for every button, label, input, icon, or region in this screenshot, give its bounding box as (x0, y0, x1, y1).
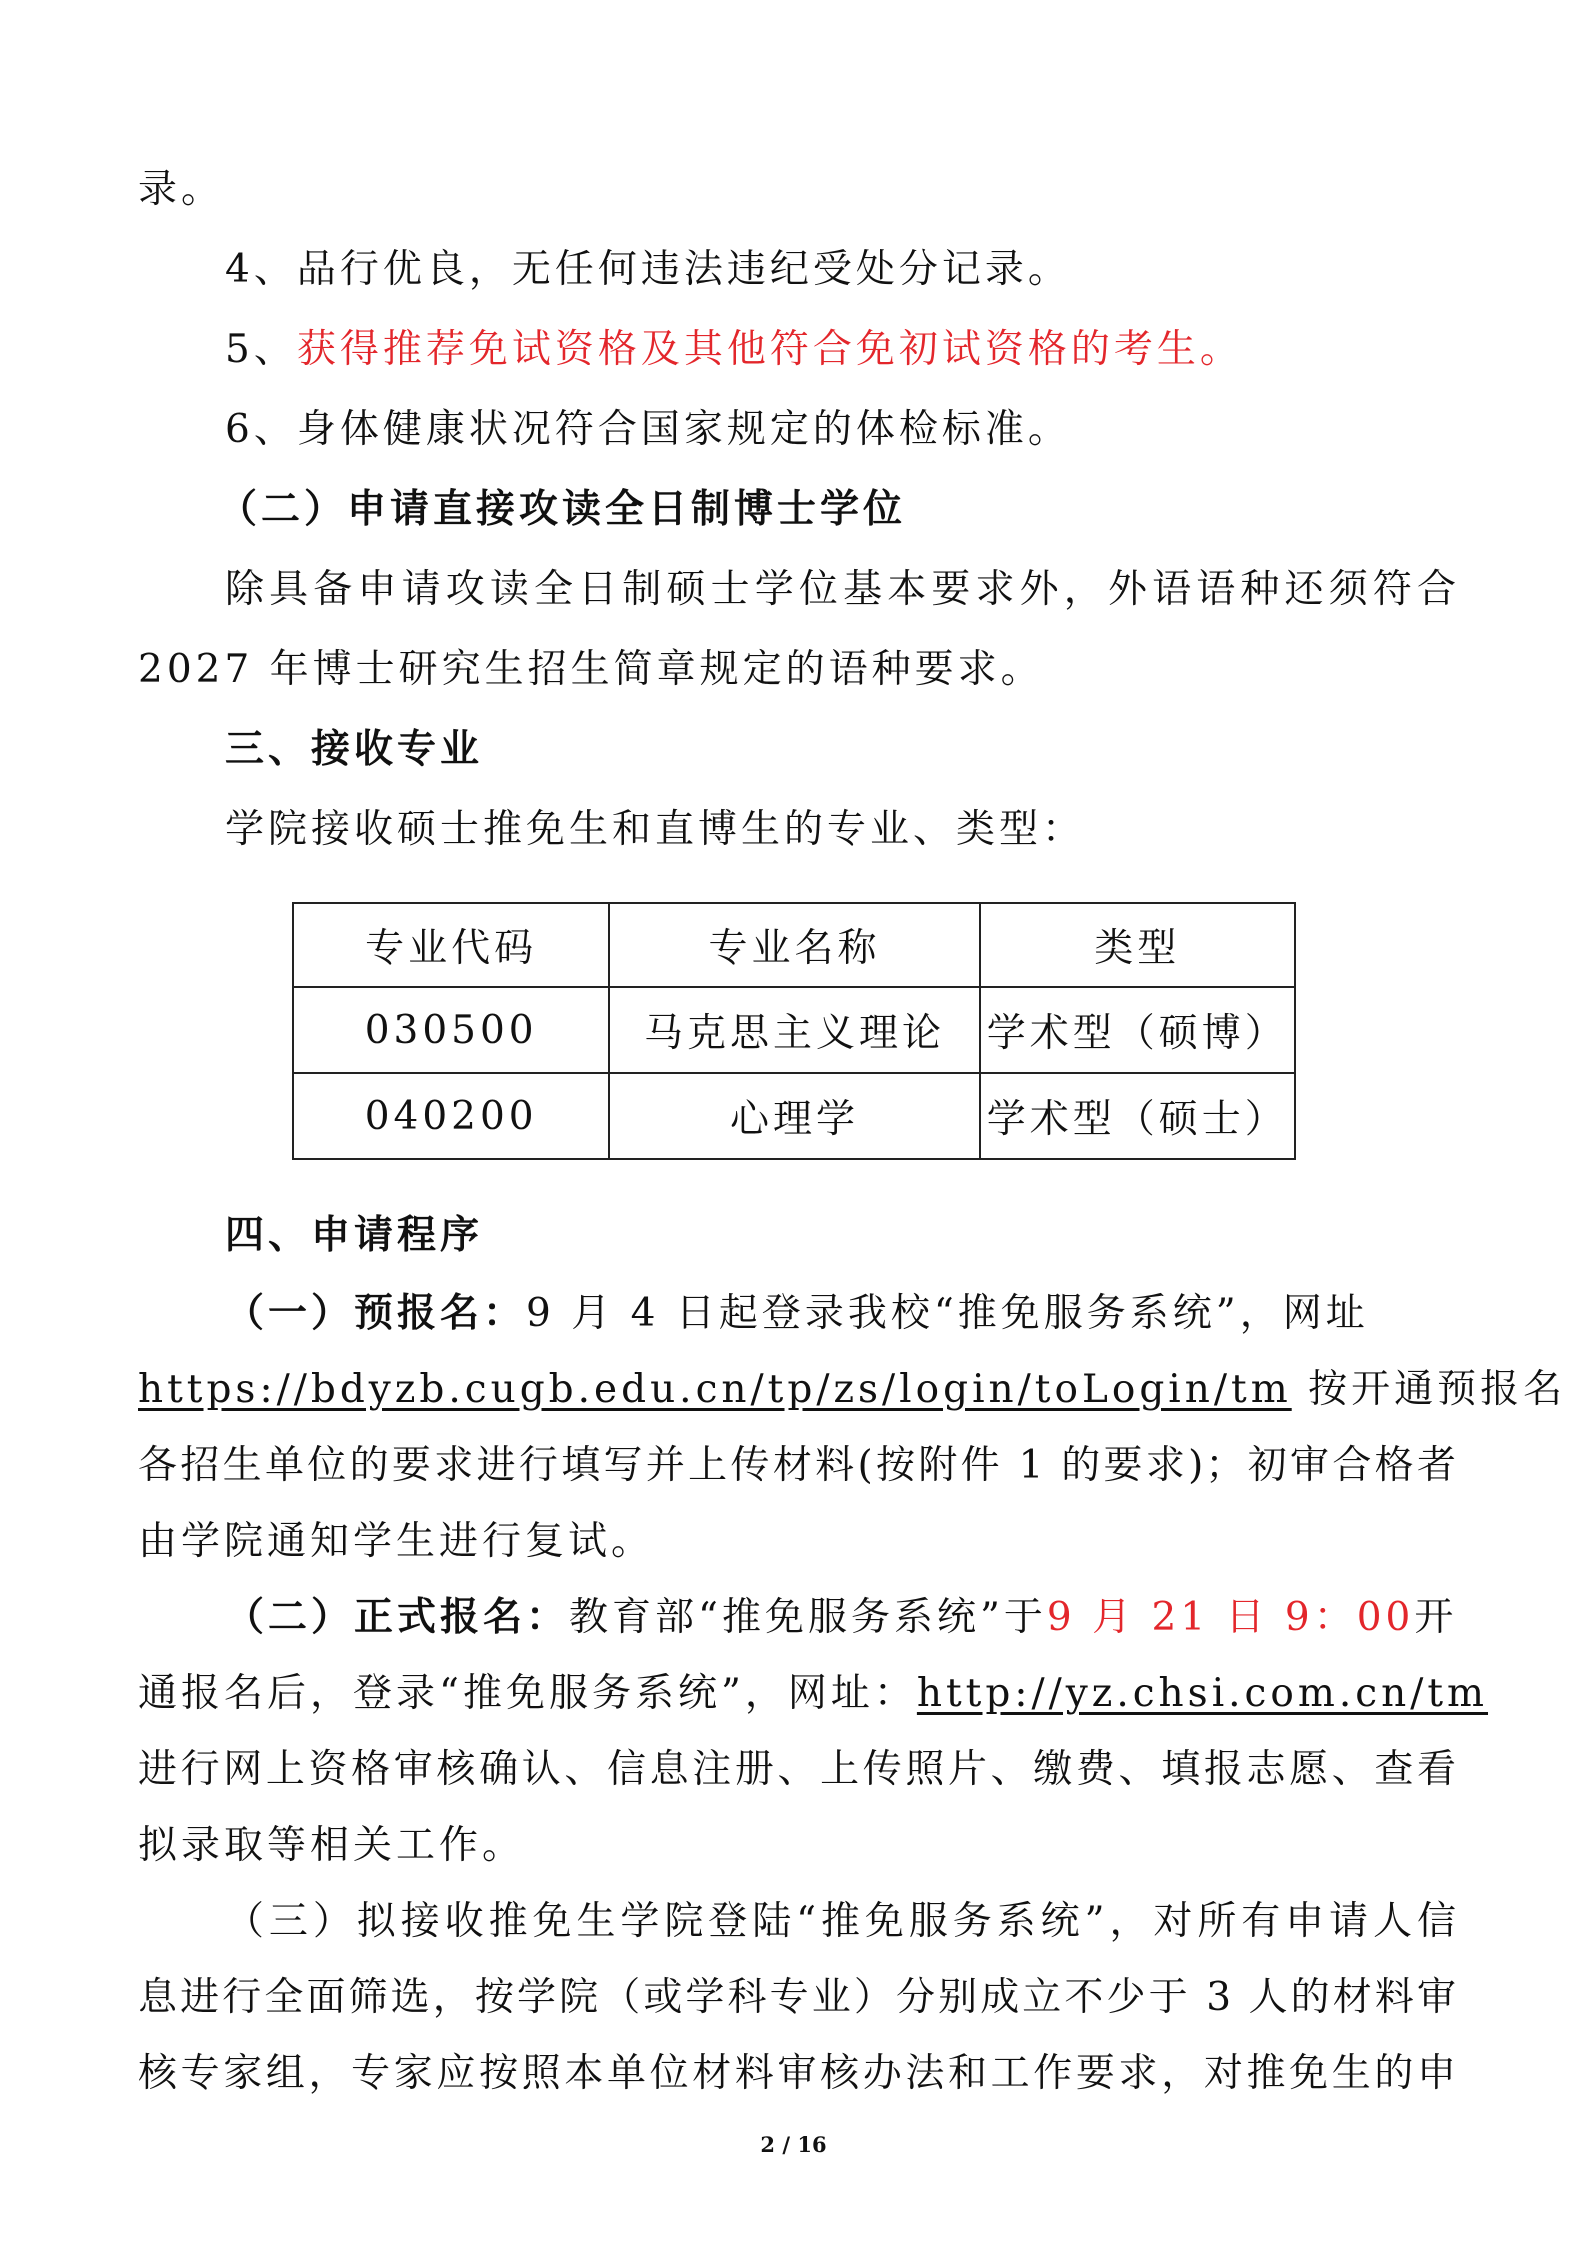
majors-table (292, 902, 1296, 1160)
screening-line3: 核专家组，专家应按照本单位材料审核办法和工作要求，对推免生的申 (138, 2051, 1458, 2096)
cell-code: 040200 (293, 1073, 609, 1159)
text-line: 录。 (138, 167, 225, 212)
paragraph-doctor-line1: 除具备申请攻读全日制硕士学位基本要求外，外语语种还须符合 (225, 567, 1458, 612)
requirement-5 (225, 320, 1458, 380)
pre-registration-line1 (225, 1284, 1458, 1344)
cell-code: 030500 (293, 987, 609, 1073)
formal-registration-date: 9 月 21 日 9：00 (1046, 1595, 1415, 1640)
formal-registration-line2 (138, 1664, 1489, 1724)
formal-registration-line4: 拟录取等相关工作。 (138, 1823, 526, 1868)
requirement-6: 6、身体健康状况符合国家规定的体检标准。 (225, 407, 1071, 452)
cell-type: 学术型（硕士） (980, 1073, 1295, 1159)
screening-line2: 息进行全面筛选，按学院（或学科专业）分别成立不少于 3 人的材料审 (138, 1975, 1458, 2020)
cell-name: 心理学 (609, 1073, 979, 1159)
section-heading-doctor: （二）申请直接攻读全日制博士学位 (218, 487, 907, 532)
formal-registration-url-link[interactable]: http://yz.chsi.com.cn/tm (916, 1671, 1489, 1716)
pre-registration-line3: 各招生单位的要求进行填写并上传材料(按附件 1 的要求)；初审合格者 (138, 1443, 1458, 1488)
paragraph-majors: 学院接收硕士推免生和直博生的专业、类型： (225, 807, 1086, 852)
screening-line1: （三）拟接收推免生学院登陆“推免服务系统”，对所有申请人信 (225, 1899, 1458, 1944)
section-heading-majors: 三、接收专业 (225, 727, 484, 772)
column-header-name: 专业名称 (609, 903, 979, 987)
pre-registration-text-cont: 按开通预报名 (1291, 1367, 1567, 1412)
column-header-code: 专业代码 (293, 903, 609, 987)
pre-registration-line2 (138, 1360, 1567, 1420)
paragraph-doctor-line2: 2027 年博士研究生招生简章规定的语种要求。 (138, 647, 1044, 692)
formal-registration-line1 (225, 1588, 1458, 1648)
cell-name: 马克思主义理论 (609, 987, 979, 1073)
page-number: 2 / 16 (760, 2132, 827, 2157)
pre-registration-line4: 由学院通知学生进行复试。 (138, 1519, 655, 1564)
column-header-type: 类型 (980, 903, 1295, 987)
section-heading-process: 四、申请程序 (225, 1213, 484, 1258)
formal-registration-line3: 进行网上资格审核确认、信息注册、上传照片、缴费、填报志愿、查看 (138, 1747, 1458, 1792)
requirement-5-highlight: 获得推荐免试资格及其他符合免初试资格的考生。 (296, 327, 1243, 372)
pre-registration-text: 9 月 4 日起登录我校“推免服务系统”，网址 (526, 1291, 1369, 1336)
pre-registration-url-link[interactable]: https://bdyzb.cugb.edu.cn/tp/zs/login/toLogin/tm (138, 1367, 1292, 1412)
pre-registration-label: （一）预报名： (225, 1291, 527, 1336)
formal-registration-text-end: 开 (1414, 1595, 1458, 1640)
requirement-5-number: 5、 (225, 327, 297, 372)
table-row (293, 1073, 1295, 1159)
requirement-4: 4、品行优良，无任何违法违纪受处分记录。 (225, 247, 1071, 292)
table-row (293, 987, 1295, 1073)
formal-registration-text2: 通报名后，登录“推免服务系统”，网址： (138, 1671, 917, 1716)
formal-registration-text: 教育部“推免服务系统”于 (569, 1595, 1047, 1640)
table-header-row (293, 903, 1295, 987)
cell-type: 学术型（硕博） (980, 987, 1295, 1073)
formal-registration-label: （二）正式报名： (225, 1595, 570, 1640)
